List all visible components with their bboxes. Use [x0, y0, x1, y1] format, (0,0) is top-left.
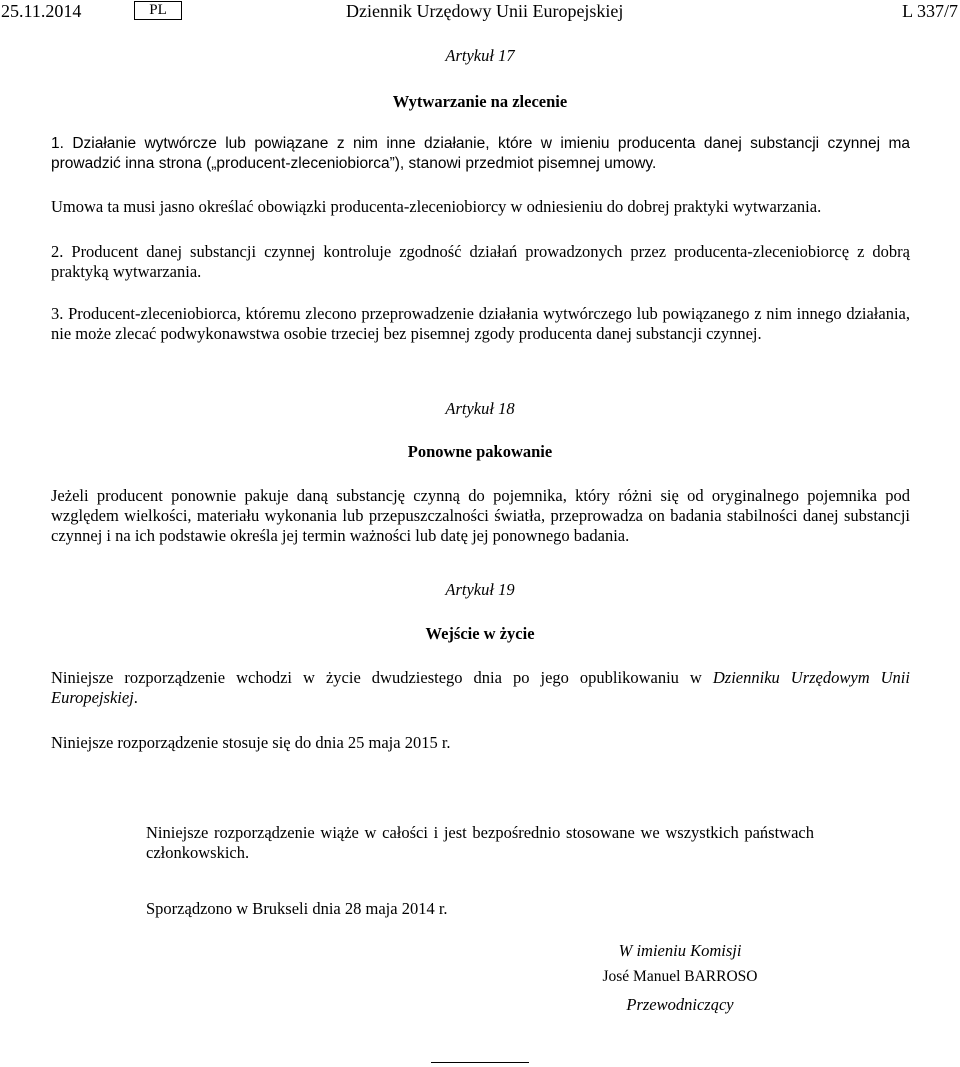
place-and-date: Sporządzono w Brukseli dnia 28 maja 2014 r. [146, 899, 448, 918]
language-badge: PL [134, 1, 182, 20]
article-17-paragraph-2: 2. Producent danej substancji czynnej kontroluje zgodność działań prowadzonych przez producenta-zleceniobiorcę z dobrą praktyką wytwarzania. [51, 242, 910, 281]
signature-on-behalf: W imieniu Komisji [618, 941, 742, 960]
article-18-title: Ponowne pakowanie [407, 442, 553, 461]
article-19-title: Wejście w życie [425, 624, 535, 643]
article-17-heading: Artykuł 17 [445, 46, 515, 65]
journal-citation: Dzienniku Urzędowym Unii Europejskiej [51, 668, 910, 707]
article-19-paragraph-2: Niniejsze rozporządzenie stosuje się do dnia 25 maja 2015 r. [51, 733, 451, 752]
journal-title: Dziennik Urzędowy Unii Europejskiej [346, 1, 624, 21]
article-17-title: Wytwarzanie na zlecenie [392, 92, 568, 111]
publication-date: 25.11.2014 [1, 1, 82, 21]
page-reference: L 337/7 [902, 1, 958, 21]
article-17-paragraph-1b: Umowa ta musi jasno określać obowiązki producenta-zleceniobiorcy w odniesieniu do dobrej praktyki wytwarzania. [51, 197, 822, 216]
article-19-heading: Artykuł 19 [445, 580, 515, 599]
article-19-text: Niniejsze rozporządzenie wchodzi w życie dwudziestego dnia po jego opublikowaniu w [51, 668, 713, 687]
article-18-heading: Artykuł 18 [445, 399, 515, 418]
footer-rule [431, 1062, 529, 1063]
binding-statement: Niniejsze rozporządzenie wiąże w całości i jest bezpośrednio stosowane we wszystkich państwach członkowskich. [146, 823, 814, 862]
article-17-paragraph-1: 1. Działanie wytwórcze lub powiązane z nim inne działanie, które w imieniu producenta danej substancji czynnej ma prowadzić inna strona („producent-zleceniobiorca”), stanowi przedmiot pisemnej umowy. [51, 135, 910, 172]
article-18-paragraph: Jeżeli producent ponownie pakuje daną substancję czynną do pojemnika, który różni się od oryginalnego pojemnika pod względem wielkości, materiału wykonania lub przepuszczalności światła, przeprowadza on badania stabilności danej substancji czynnej i na ich podstawie określa jej termin ważności lub datę jej ponownego badania. [51, 486, 910, 545]
signatory-name: José Manuel BARROSO [602, 968, 758, 985]
article-17-paragraph-3: 3. Producent-zleceniobiorca, któremu zlecono przeprowadzenie działania wytwórczego lub powiązanego z nim innego działania, nie może zlecać podwykonawstwa osobie trzeciej bez pisemnej zgody producenta danej substancji czynnej. [51, 304, 910, 343]
article-19-paragraph-1: Niniejsze rozporządzenie wchodzi w życie dwudziestego dnia po jego opublikowaniu w Dzienniku Urzędowym Unii Europejskiej. [51, 668, 910, 707]
signatory-role: Przewodniczący [626, 995, 734, 1014]
